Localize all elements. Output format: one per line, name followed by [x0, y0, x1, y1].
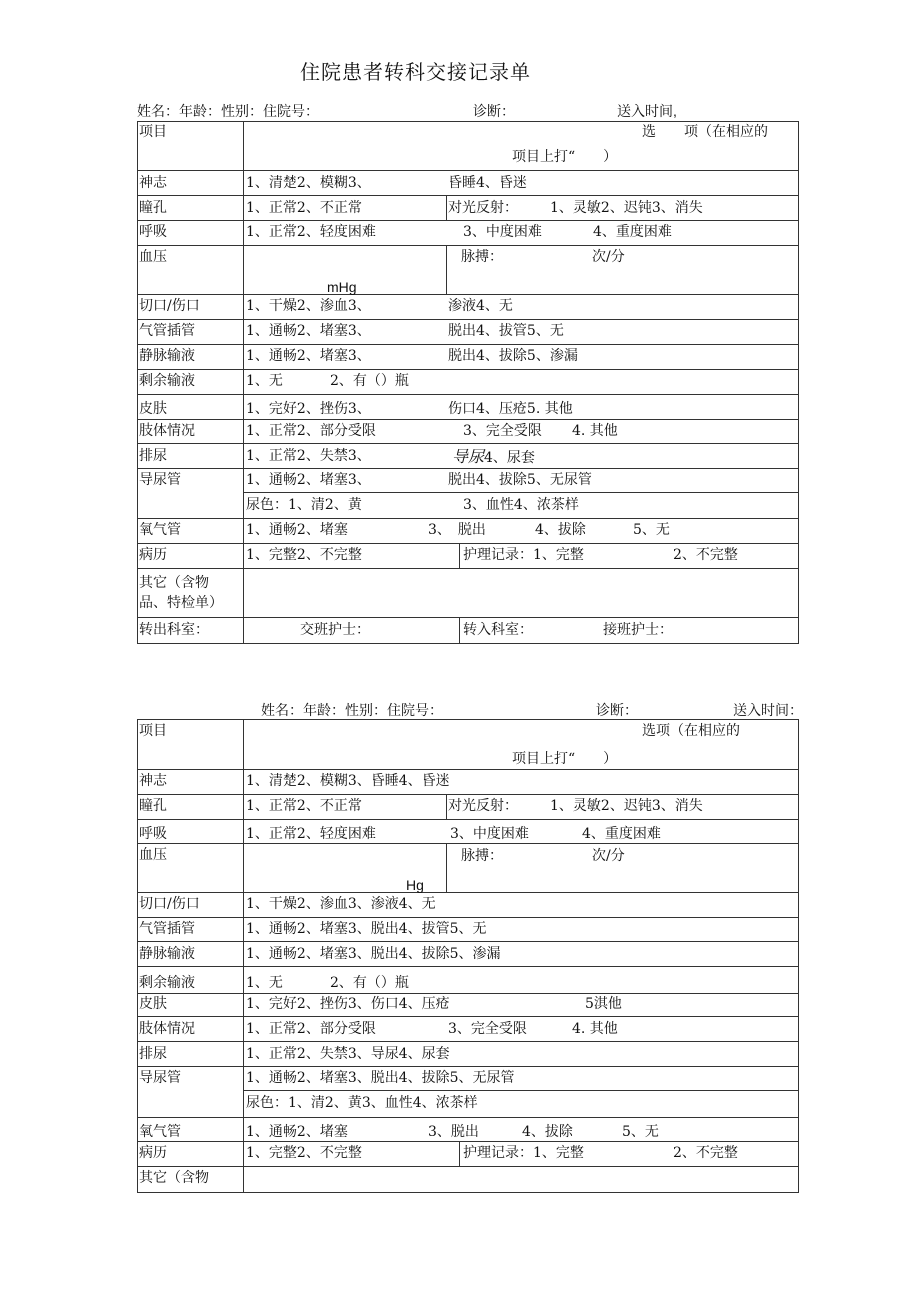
option: 5淇他	[585, 996, 622, 1012]
row-label-consciousness: 神志	[139, 773, 167, 789]
option: 3、完全受限	[463, 423, 542, 439]
option: 1、清楚2、模糊3、	[246, 175, 371, 191]
option: 1、完好2、挫伤3、伤口4、压疮	[246, 996, 450, 1012]
row-label-bp: 血压	[139, 847, 167, 863]
pulse-label: 脉搏：	[461, 848, 503, 864]
item-header: 项目	[139, 124, 167, 140]
option: 昏睡4、昏迷	[448, 175, 527, 191]
option: 1、通畅2、堵塞	[246, 1124, 348, 1140]
row-label-other-line1: 其它（含物	[139, 575, 209, 591]
row-label-breathing: 呼吸	[139, 224, 167, 240]
option: 2、有（）瓶	[330, 975, 409, 991]
option: 1、完整2、不完整	[246, 1145, 362, 1161]
option: 5、无	[622, 1124, 659, 1140]
option: 1、正常2、部分受限	[246, 423, 376, 439]
row-label-limb: 肢体情况	[139, 1021, 195, 1037]
row-label-record: 病历	[139, 1145, 167, 1161]
option: 3、 脱出	[428, 522, 486, 538]
options-header-line1: 选 项（在相应的	[642, 124, 768, 140]
option: 1、通畅2、堵塞3、	[246, 348, 371, 364]
option: 1、正常2、失禁3、导尿4、尿套	[246, 1046, 450, 1062]
row-label-iv: 静脉输液	[139, 348, 195, 364]
row-label-other-line1: 其它（含物	[139, 1170, 209, 1186]
row-label-breathing: 呼吸	[139, 826, 167, 842]
out-nurse-label: 交班护士：	[300, 622, 370, 638]
options-header-line2: 项目上打“ ）	[512, 751, 618, 767]
option: 1、无	[246, 373, 283, 389]
option: 尿色：1、清2、黄	[246, 497, 362, 513]
out-dept-label: 转出科室：	[139, 622, 209, 638]
row-label-wound: 切口/伤口	[139, 896, 200, 912]
row-label-wound: 切口/伤口	[139, 298, 200, 314]
in-dept-label: 转入科室：	[463, 622, 533, 638]
row-label-remaining: 剩余输液	[139, 373, 195, 389]
option: 3、中度困难	[463, 224, 542, 240]
option: 4、重度困难	[593, 224, 672, 240]
row-label-pupil: 瞳孔	[139, 798, 167, 814]
option: 1、通畅2、堵塞	[246, 522, 348, 538]
page-title: 住院患者转科交接记录单	[300, 60, 531, 84]
option: 3、完全受限	[448, 1021, 527, 1037]
options-header-line2: 项目上打“ ）	[512, 149, 618, 165]
row-label-trach: 气管插管	[139, 921, 195, 937]
option: 1、灵敏2、迟钝3、消失	[550, 200, 703, 216]
row-label-limb: 肢体情况	[139, 423, 195, 439]
option: 1、干燥2、渗血3、渗液4、无	[246, 896, 436, 912]
option: 4. 其他	[572, 1021, 618, 1037]
row-label-oxygen: 氧气管	[139, 522, 181, 538]
option: 3、血性4、浓茶样	[463, 497, 579, 513]
option: 1、通畅2、堵塞3、脱出4、拔除5、无尿管	[246, 1070, 515, 1086]
bp-unit: Hg	[406, 877, 424, 893]
option: 4、拔除	[535, 522, 586, 538]
option: 1、正常2、失禁3、	[246, 448, 371, 464]
in-nurse-label: 接班护士：	[603, 622, 673, 638]
row-label-consciousness: 神志	[139, 175, 167, 191]
row-label-other-line2: 品、特检单）	[139, 595, 223, 611]
option: 4、拔除	[522, 1124, 573, 1140]
option: 1、通畅2、堵塞3、	[246, 323, 371, 339]
option-italic: 导尿	[452, 447, 485, 466]
send-time-label: 送入时间,	[617, 103, 677, 119]
option: 脱出4、拔除5、无尿管	[448, 472, 592, 488]
option: 1、通畅2、堵塞3、脱出4、拔管5、无	[246, 921, 487, 937]
pulse-unit: 次/分	[592, 249, 625, 265]
option: 脱出4、拔管5、无	[448, 323, 564, 339]
patient-info-label: 姓名：年龄：性别：住院号：	[261, 702, 443, 718]
row-label-urination: 排尿	[139, 1046, 167, 1062]
option: 渗液4、无	[448, 298, 513, 314]
bp-unit: mHg	[327, 279, 357, 295]
row-label-bp: 血压	[139, 249, 167, 265]
row-label-iv: 静脉输液	[139, 946, 195, 962]
row-label-skin: 皮肤	[139, 996, 167, 1012]
option: 1、通畅2、堵塞3、	[246, 472, 371, 488]
option: 5、无	[633, 522, 670, 538]
row-label-skin: 皮肤	[139, 401, 167, 417]
option: 1、正常2、不正常	[246, 798, 362, 814]
option: 1、灵敏2、迟钝3、消失	[550, 798, 703, 814]
option: 护理记录：1、完整	[463, 1145, 584, 1161]
option: 伤口4、压疮5. 其他	[448, 401, 573, 417]
option: 1、正常2、轻度困难	[246, 224, 376, 240]
option: 3、脱出	[428, 1124, 479, 1140]
row-label-urination: 排尿	[139, 448, 167, 464]
row-label-catheter: 导尿管	[139, 472, 181, 488]
option: 1、清楚2、模糊3、昏睡4、昏迷	[246, 773, 450, 789]
option: 1、通畅2、堵塞3、脱出4、拔除5、渗漏	[246, 946, 501, 962]
pulse-label: 脉搏：	[461, 249, 503, 265]
pulse-unit: 次/分	[592, 848, 625, 864]
options-header-line1: 选项（在相应的	[642, 723, 740, 739]
option: 1、正常2、不正常	[246, 200, 362, 216]
option: 4、尿套	[484, 450, 535, 466]
option: 尿色：1、清2、黄3、血性4、浓茶样	[246, 1095, 478, 1111]
row-label-remaining: 剩余输液	[139, 975, 195, 991]
send-time-label: 送入时间：	[733, 702, 803, 718]
row-label-pupil: 瞳孔	[139, 200, 167, 216]
option: 1、正常2、轻度困难	[246, 826, 376, 842]
option: 1、干燥2、渗血3、	[246, 298, 371, 314]
option: 2、不完整	[673, 1145, 738, 1161]
option: 2、不完整	[673, 547, 738, 563]
option: 护理记录：1、完整	[463, 547, 584, 563]
row-label-trach: 气管插管	[139, 323, 195, 339]
option: 4、重度困难	[582, 826, 661, 842]
option: 1、正常2、部分受限	[246, 1021, 376, 1037]
row-label-record: 病历	[139, 547, 167, 563]
option: 脱出4、拔除5、渗漏	[448, 348, 578, 364]
option: 2、有（）瓶	[330, 373, 409, 389]
item-header: 项目	[139, 723, 167, 739]
option: 对光反射：	[448, 798, 518, 814]
diagnosis-label: 诊断：	[596, 702, 638, 718]
patient-info-label: 姓名：年龄：性别：住院号：	[137, 103, 319, 119]
row-label-catheter: 导尿管	[139, 1070, 181, 1086]
option: 3、中度困难	[450, 826, 529, 842]
option: 对光反射：	[448, 200, 518, 216]
diagnosis-label: 诊断：	[473, 103, 515, 119]
option: 1、完整2、不完整	[246, 547, 362, 563]
row-label-oxygen: 氧气管	[139, 1124, 181, 1140]
option: 1、完好2、挫伤3、	[246, 401, 371, 417]
option: 4. 其他	[572, 423, 618, 439]
option: 1、无	[246, 975, 283, 991]
